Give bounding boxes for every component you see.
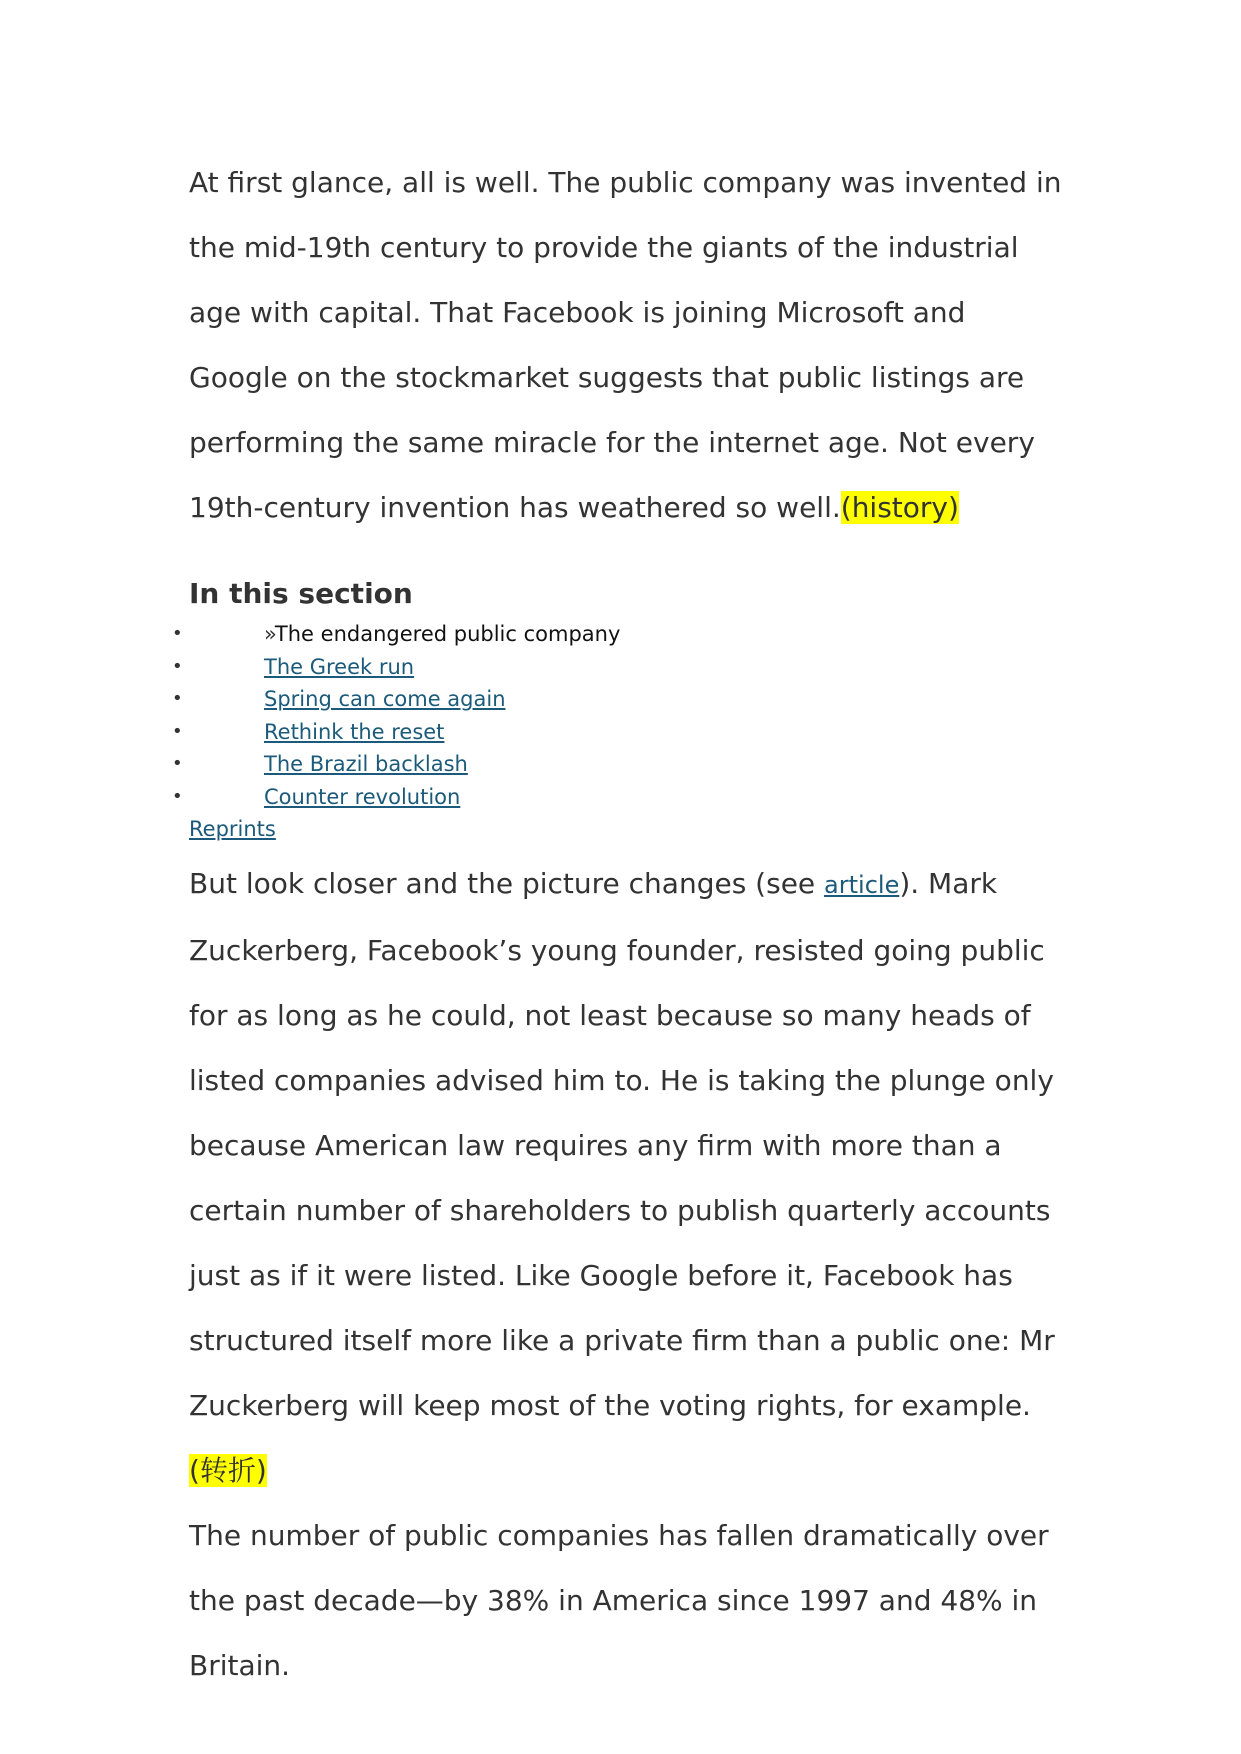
paragraph-1 xyxy=(189,150,1069,540)
highlight-history: (history) xyxy=(840,491,959,524)
section-link-rethink-reset[interactable]: Rethink the reset xyxy=(264,719,445,744)
section-item[interactable] xyxy=(189,716,1069,749)
section-item[interactable] xyxy=(189,651,1069,684)
section-link-counter-revolution[interactable]: Counter revolution xyxy=(264,784,461,809)
section-item-current xyxy=(189,618,1069,651)
section-item[interactable] xyxy=(189,781,1069,814)
reprints-link[interactable]: Reprints xyxy=(189,817,276,841)
section-item-label: The endangered public company xyxy=(274,622,621,646)
current-marker: » xyxy=(264,622,275,646)
section-heading: In this section xyxy=(189,577,413,610)
document-page xyxy=(189,150,1069,1698)
section-item[interactable] xyxy=(189,748,1069,781)
section-link-brazil-backlash[interactable]: The Brazil backlash xyxy=(264,752,468,776)
highlight-zhuanzhe: (转折) xyxy=(189,1454,267,1487)
paragraph-3: The number of public companies has fallen dramatically over the past decade—by 38% in America since 1997 and 48% in Britain. xyxy=(189,1519,1049,1682)
section-item[interactable] xyxy=(189,683,1069,716)
section-list xyxy=(189,618,1069,813)
paragraph-2-lead: But look closer and the picture changes (see xyxy=(189,867,825,900)
section-link-spring[interactable]: Spring can come again xyxy=(264,687,506,711)
paragraph-2-text: ). Mark Zuckerberg, Facebook’s young founder, resisted going public for as long as he could, not least because so many heads of listed companies advised him to. He is taking the plunge only because American law requires any firm with more than a certain number of shareholders to publish quarterly accounts just as if it were listed. Like Google before it, Facebook has structured itself more like a private firm than a public one: Mr Zuckerberg will keep most of the voting rights, for example. xyxy=(189,867,1055,1422)
article-link[interactable]: article xyxy=(824,871,900,899)
paragraph-1-text: At first glance, all is well. The public company was invented in the mid-19th century to provide the giants of the industrial age with capital. That Facebook is joining Microsoft and Google on the stockmarket suggests that public listings are performing the same miracle for the internet age. Not every 19th-century invention has weathered so well. xyxy=(189,166,1062,524)
section-link-greek-run[interactable]: The Greek run xyxy=(264,654,415,679)
paragraph-2 xyxy=(189,851,1069,1503)
